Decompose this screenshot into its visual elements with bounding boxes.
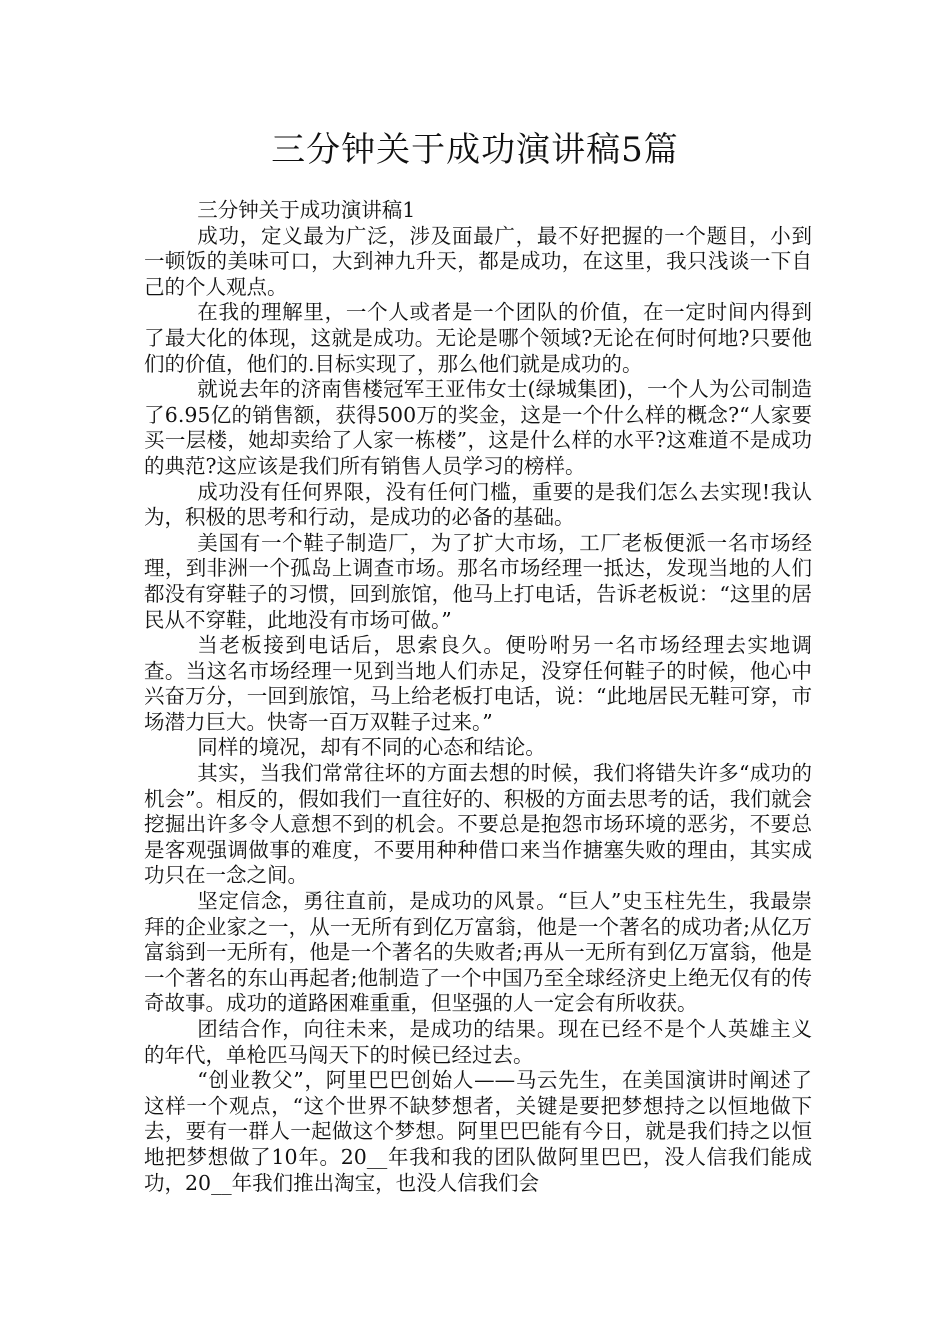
paragraph: “创业教父”，阿里巴巴创始人——马云先生，在美国演讲时阐述了这样一个观点，“这个世界不缺梦想者，关键是要把梦想持之以恒地做下去，要有一群人一起做这个梦想。阿里巴巴能有今日，就是我们持之以恒地把梦想做了10年。20__年我和我的团队做阿里巴巴，没人信我们能成功，20__年我们推出淘宝，也没人信我们会	[144, 1068, 812, 1195]
paragraph: 成功，定义最为广泛，涉及面最广，最不好把握的一个题目，小到一顿饭的美味可口，大到神九升天，都是成功，在这里，我只浅谈一下自己的个人观点。	[144, 223, 812, 299]
paragraph: 坚定信念，勇往直前，是成功的风景。“巨人”史玉柱先生，我最崇拜的企业家之一，从一无所有到亿万富翁，他是一个著名的成功者;从亿万富翁到一无所有，他是一个著名的失败者;再从一无所有到亿万富翁，他是一个著名的东山再起者;他制造了一个中国乃至全球经济史上绝无仅有的传奇故事。成功的道路困难重重，但坚强的人一定会有所收获。	[144, 889, 812, 1016]
paragraph: 当老板接到电话后，思索良久。便吩咐另一名市场经理去实地调查。当这名市场经理一见到当地人们赤足，没穿任何鞋子的时候，他心中兴奋万分，一回到旅馆，马上给老板打电话，说：“此地居民无鞋可穿，市场潜力巨大。快寄一百万双鞋子过来。”	[144, 633, 812, 734]
paragraph: 其实，当我们常常往坏的方面去想的时候，我们将错失许多“成功的机会”。相反的，假如我们一直往好的、积极的方面去思考的话，我们就会挖掘出许多令人意想不到的机会。不要总是抱怨市场环境的恶劣，不要总是客观强调做事的难度，不要用种种借口来当作搪塞失败的理由，其实成功只在一念之间。	[144, 761, 812, 888]
paragraph: 成功没有任何界限，没有任何门槛，重要的是我们怎么去实现!我认为，积极的思考和行动，是成功的必备的基础。	[144, 479, 812, 530]
paragraph: 团结合作，向往未来，是成功的结果。现在已经不是个人英雄主义的年代，单枪匹马闯天下的时候已经过去。	[144, 1017, 812, 1067]
paragraph: 同样的境况，却有不同的心态和结论。	[197, 735, 546, 760]
paragraph: 美国有一个鞋子制造厂，为了扩大市场，工厂老板便派一名市场经理，到非洲一个孤岛上调查市场。那名市场经理一抵达，发现当地的人们都没有穿鞋子的习惯，回到旅馆，他马上打电话，告诉老板说：“这里的居民从不穿鞋，此地没有市场可做。”	[144, 530, 812, 632]
document-body	[144, 198, 812, 1196]
section-heading: 三分钟关于成功演讲稿1	[197, 198, 416, 222]
document-title: 三分钟关于成功演讲稿5篇	[271, 130, 679, 170]
paragraph: 在我的理解里，一个人或者是一个团队的价值，在一定时间内得到了最大化的体现，这就是成功。无论是哪个领域?无论在何时何地?只要他们的价值，他们的.目标实现了，那么他们就是成功的。	[144, 300, 812, 376]
paragraph: 就说去年的济南售楼冠军王亚伟女士(绿城集团)，一个人为公司制造了6.95亿的销售额，获得500万的奖金，这是一个什么样的概念?“人家要买一层楼，她却卖给了人家一栋楼”，这是什么样的水平?这难道不是成功的典范?这应该是我们所有销售人员学习的榜样。	[144, 377, 812, 478]
